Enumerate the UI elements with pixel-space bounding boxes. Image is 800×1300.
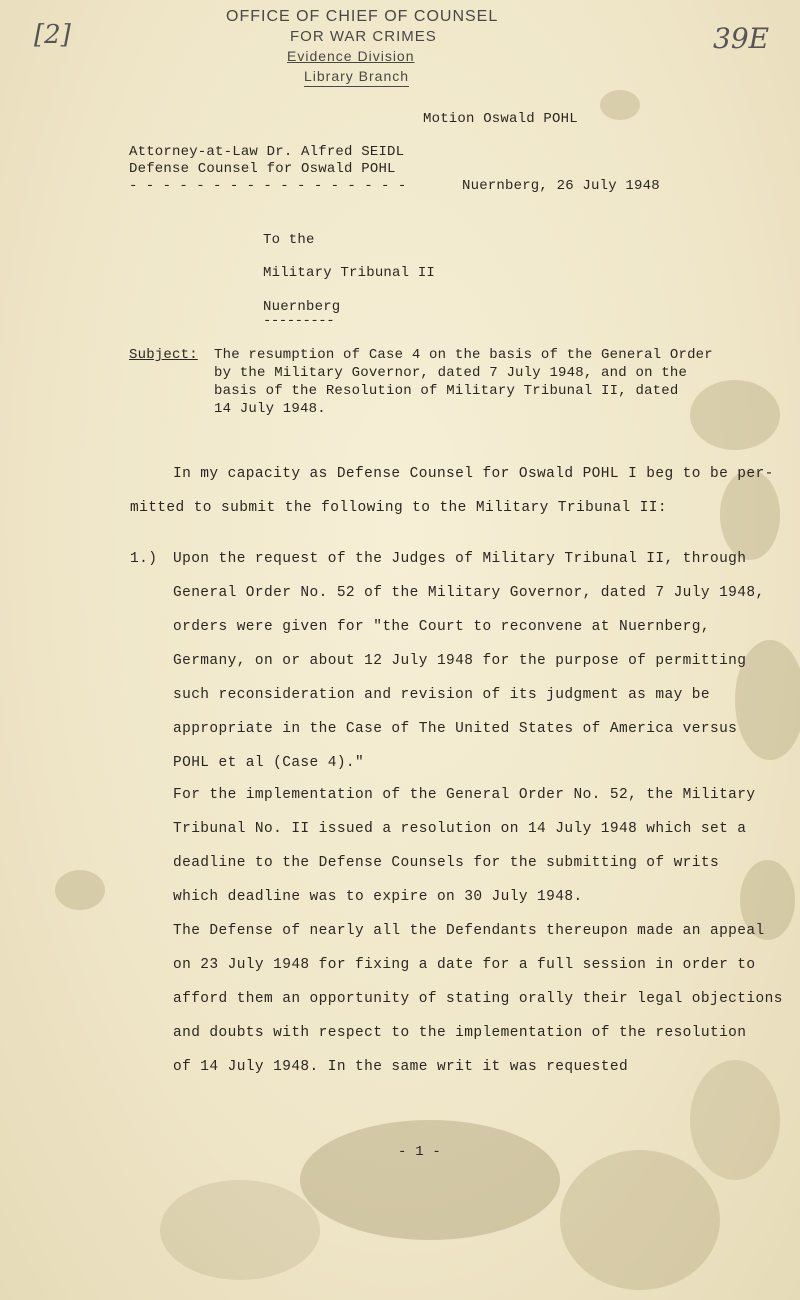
point-1-line: orders were given for "the Court to reconvene at Nuernberg, <box>173 619 710 635</box>
point-1-line: Upon the request of the Judges of Military Tribunal II, through <box>173 551 747 567</box>
subject-line: basis of the Resolution of Military Tribunal II, dated <box>214 383 679 399</box>
header-dash-rule: - - - - - - - - - - - - - - - - - <box>129 178 407 194</box>
subject-line: The resumption of Case 4 on the basis of the General Order <box>214 347 713 363</box>
point-1-line: For the implementation of the General Order No. 52, the Military <box>173 787 756 803</box>
stamp-line-war-crimes: FOR WAR CRIMES <box>290 28 437 45</box>
point-1-line: on 23 July 1948 for fixing a date for a full session in order to <box>173 957 756 973</box>
addressee-line-3: Nuernberg <box>263 299 341 315</box>
corner-bracket-mark: [2] <box>34 20 71 50</box>
document-number: 39E <box>713 22 770 55</box>
stamp-line-office: OFFICE OF CHIEF OF COUNSEL <box>226 8 499 25</box>
page-number: - 1 - <box>398 1144 442 1160</box>
author-role: Defense Counsel for Oswald POHL <box>129 161 396 177</box>
subject-line: by the Military Governor, dated 7 July 1948, and on the <box>214 365 688 381</box>
stamp-line-division: Evidence Division <box>287 48 415 64</box>
author-name: Attorney-at-Law Dr. Alfred SEIDL <box>129 144 405 160</box>
point-1-line: Tribunal No. II issued a resolution on 14 July 1948 which set a <box>173 821 747 837</box>
point-1-line: appropriate in the Case of The United States of America versus <box>173 721 738 737</box>
addressee-line-2: Military Tribunal II <box>263 265 436 281</box>
point-1-line: afford them an opportunity of stating orally their legal objections <box>173 991 783 1007</box>
point-1-line: of 14 July 1948. In the same writ it was requested <box>173 1059 629 1075</box>
addressee-underline: --------- <box>263 313 335 329</box>
addressee-line-1: To the <box>263 232 315 248</box>
intro-line: mitted to submit the following to the Military Tribunal II: <box>130 500 667 516</box>
stamp-line-branch: Library Branch <box>304 68 409 87</box>
point-1-line: POHL et al (Case 4)." <box>173 755 365 771</box>
place-and-date: Nuernberg, 26 July 1948 <box>462 178 660 194</box>
point-1-line: and doubts with respect to the implementation of the resolution <box>173 1025 747 1041</box>
point-1-line: General Order No. 52 of the Military Governor, dated 7 July 1948, <box>173 585 765 601</box>
intro-line: In my capacity as Defense Counsel for Oswald POHL I beg to be per- <box>173 466 774 482</box>
motion-title: Motion Oswald POHL <box>423 111 578 127</box>
point-1-line: such reconsideration and revision of its judgment as may be <box>173 687 710 703</box>
subject-label: Subject: <box>129 347 198 363</box>
point-number: 1.) <box>130 551 158 567</box>
point-1-line: which deadline was to expire on 30 July 1948. <box>173 889 583 905</box>
point-1-line: Germany, on or about 12 July 1948 for the purpose of permitting <box>173 653 747 669</box>
point-1-line: deadline to the Defense Counsels for the submitting of writs <box>173 855 720 871</box>
subject-line: 14 July 1948. <box>214 401 326 417</box>
point-1-line: The Defense of nearly all the Defendants thereupon made an appeal <box>173 923 765 939</box>
